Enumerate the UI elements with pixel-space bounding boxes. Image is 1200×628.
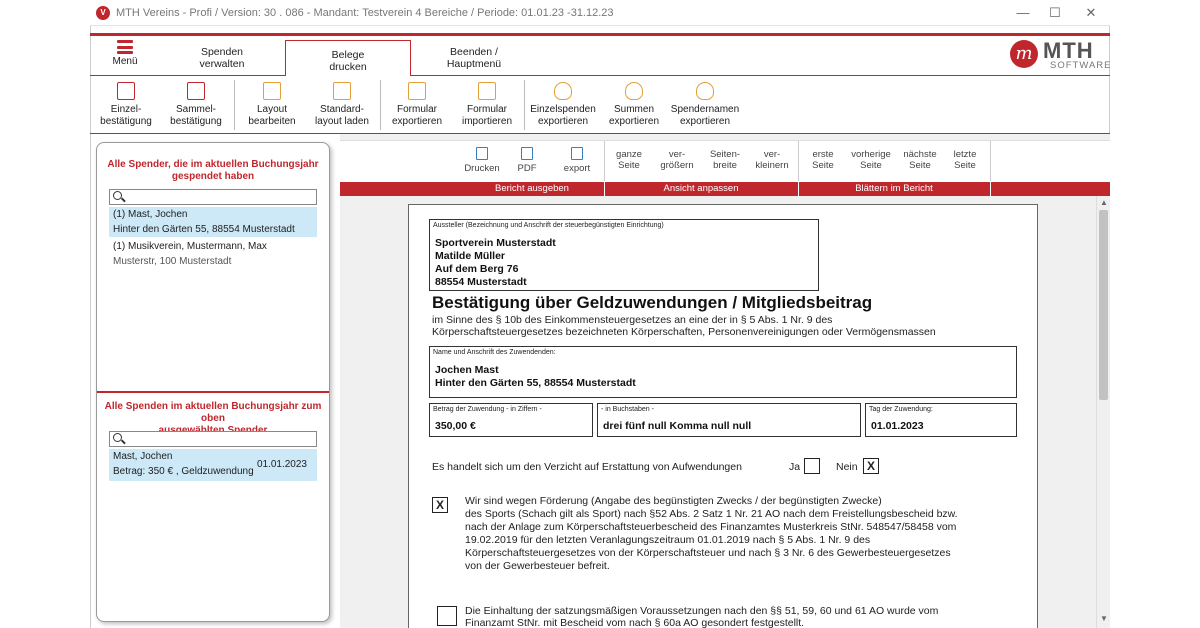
standard-layout-laden-button[interactable] — [312, 82, 372, 128]
tool-label: größern — [660, 160, 694, 171]
spendernamen-exportieren-button[interactable] — [670, 82, 740, 128]
tool-label: exportieren — [679, 116, 731, 127]
tab-label-2: Hauptmenü — [446, 58, 502, 70]
seitenbreite-button[interactable] — [706, 149, 744, 171]
panel-divider — [97, 391, 329, 393]
group-bericht-ausgeben: Bericht ausgeben — [495, 183, 569, 194]
letzte-seite-button[interactable] — [948, 149, 982, 171]
menu-button[interactable] — [100, 40, 150, 67]
group-blaettern: Blättern im Bericht — [855, 183, 933, 194]
vorherige-seite-button[interactable] — [848, 149, 894, 171]
erste-seite-button[interactable] — [806, 149, 840, 171]
maximize-button[interactable]: ☐ — [1049, 5, 1061, 20]
donations-heading-line-1: Alle Spenden im aktuellen Buchungsjahr zum oben — [104, 401, 322, 424]
printer-icon — [476, 147, 488, 160]
report-toolbar-groups — [340, 182, 1110, 196]
donor-name: (1) Mast, Jochen — [113, 209, 188, 220]
tool-label: exportieren — [608, 116, 660, 127]
tool-label: nächste — [903, 149, 937, 160]
tool-label: kleinern — [755, 160, 789, 171]
amount-words-box — [597, 403, 861, 437]
scroll-down-icon[interactable]: ▼ — [1100, 614, 1108, 623]
copy-icon — [333, 82, 351, 100]
export-icon — [571, 147, 583, 160]
toolbar-separator — [604, 141, 605, 181]
tool-label: exportieren — [537, 116, 589, 127]
vergroessern-button[interactable] — [658, 149, 696, 171]
promotion-line: Körperschaftsteuergesetzes von der Körperschaftsteuer und nach § 3 Nr. 6 des Gewerbesteuergesetzes — [465, 547, 951, 559]
title-bar — [90, 0, 1110, 26]
document-title: Bestätigung über Geldzuwendungen / Mitgliedsbeitrag — [432, 293, 873, 312]
toolbar-separator — [234, 80, 235, 130]
tab-label-1: Spenden — [200, 46, 244, 58]
toolbar-separator — [990, 141, 991, 181]
tool-label: Seite — [909, 160, 931, 171]
amount-value: 350,00 € — [435, 420, 476, 432]
tab-label-1: Beenden / — [450, 46, 498, 58]
group-ansicht-anpassen: Ansicht anpassen — [663, 183, 739, 194]
toolbar-separator — [524, 80, 525, 130]
issuer-box — [429, 219, 819, 291]
tool-label: Seiten- — [709, 149, 741, 160]
naechste-seite-button[interactable] — [898, 149, 942, 171]
donor-panel — [96, 142, 330, 622]
tool-label: Seite — [860, 160, 882, 171]
verkleinern-button[interactable] — [752, 149, 792, 171]
stamp-import-icon — [478, 82, 496, 100]
tab-label-1: Belege — [331, 49, 365, 61]
stamp-export-icon — [408, 82, 426, 100]
ja-label: Ja — [789, 461, 801, 473]
donor-list-item[interactable] — [109, 207, 317, 237]
tool-label: Seite — [954, 160, 976, 171]
tab-beenden-hauptmenue[interactable] — [430, 42, 518, 76]
tool-label: vorherige — [851, 149, 891, 160]
donation-name: Mast, Jochen — [113, 451, 173, 462]
promotion-checkbox[interactable]: X — [432, 497, 448, 513]
donor-address: Musterstr, 100 Musterstadt — [113, 256, 232, 267]
tool-label: importieren — [461, 116, 513, 127]
issuer-line: 88554 Musterstadt — [435, 276, 527, 288]
search-icon — [113, 191, 122, 200]
person-icon — [554, 82, 572, 100]
donation-detail: Betrag: 350 € , Geldzuwendung — [113, 466, 254, 477]
amount-box — [429, 403, 593, 437]
tool-label: Layout — [256, 104, 288, 115]
edit-icon — [263, 82, 281, 100]
tool-label: bearbeiten — [248, 116, 296, 127]
toolbar-separator — [380, 80, 381, 130]
layout-bearbeiten-button[interactable] — [244, 82, 300, 128]
summen-exportieren-button[interactable] — [606, 82, 662, 128]
ja-checkbox[interactable] — [804, 458, 820, 474]
tool-label: bestätigung — [100, 116, 152, 127]
donor-list-item[interactable] — [109, 239, 317, 269]
donors-heading-line-2: gespendet haben — [171, 171, 255, 182]
sammelbestaetigung-button[interactable] — [168, 82, 224, 128]
promotion-line: 19.02.2019 für den letzten Veranlagungszeitraum 01.01.2019 nach § 5 Abs. 1 Nr. 9 des — [465, 534, 871, 546]
document-subtitle-2: Körperschaftsteuergesetzes bezeichneten Körperschaften, Personenvereinigungen oder Vermögensmassen — [432, 326, 936, 338]
donations-search-input[interactable] — [109, 431, 317, 447]
tool-label: Einzel- — [110, 104, 142, 115]
vertical-scrollbar[interactable] — [1096, 196, 1110, 628]
tab-label-2: verwalten — [199, 58, 245, 70]
nein-label: Nein — [836, 461, 858, 473]
tool-label: ver- — [763, 149, 781, 160]
tool-label: letzte — [953, 149, 977, 160]
donors-heading-line-1: Alle Spender, die im aktuellen Buchungsjahr — [107, 159, 319, 170]
tool-label: Standard- — [320, 104, 364, 115]
tool-label: erste — [812, 149, 834, 160]
hamburger-icon — [117, 40, 133, 54]
tool-label: exportieren — [391, 116, 443, 127]
waiver-text: Es handelt sich um den Verzicht auf Erstattung von Aufwendungen — [432, 461, 742, 473]
report-toolbar — [340, 140, 1110, 182]
tool-label: Spendernamen — [670, 104, 740, 115]
date-box — [865, 403, 1017, 437]
donors-heading — [97, 159, 329, 183]
issuer-line: Sportverein Musterstadt — [435, 237, 556, 249]
tool-label: Einzelspenden — [530, 104, 596, 115]
promotion-line: Wir sind wegen Förderung (Angabe des begünstigten Zwecks / der begünstigten Zwecke) — [465, 495, 882, 507]
promotion-line: nach der Anlage zum Körperschaftsteuerbescheid des Finanzamtes Musterkreis StNr. 548547/58458 vom — [465, 521, 957, 533]
compliance-checkbox[interactable] — [437, 606, 457, 626]
donors-search-input[interactable] — [109, 189, 317, 205]
main-toolbar — [90, 76, 1110, 134]
app-logo-icon: V — [96, 6, 110, 20]
nein-checkbox[interactable]: X — [863, 458, 879, 474]
tool-label: ver- — [668, 149, 686, 160]
tab-belege-drucken[interactable] — [285, 40, 411, 76]
window-title: MTH Vereins - Profi / Version: 30 . 086 - Mandant: Testverein 4 Bereiche / Periode: 01.01.23 -31.12.23 — [116, 7, 614, 19]
donation-date: 01.01.2023 — [256, 459, 307, 470]
promotion-line: von der Gewerbesteuer befreit. — [465, 560, 610, 572]
brand-logo — [1010, 38, 1112, 74]
tool-label: breite — [713, 160, 737, 171]
tool-label: Formular — [466, 104, 507, 115]
einzelspenden-exportieren-button[interactable] — [530, 82, 596, 128]
brand-sub: SOFTWARE — [1050, 60, 1112, 71]
donor-caption: Name und Anschrift des Zuwendenden: — [433, 349, 556, 356]
tab-label-2: drucken — [329, 61, 367, 73]
close-button[interactable]: ✕ — [1085, 5, 1097, 20]
donation-list-item[interactable] — [109, 449, 317, 481]
formular-exportieren-button[interactable] — [388, 82, 446, 128]
compliance-line: Finanzamt StNr. mit Bescheid vom nach § 60a AO gesondert festgestellt. — [465, 617, 805, 628]
export-button[interactable] — [560, 147, 594, 174]
stack-icon — [187, 82, 205, 100]
tool-label: Seite — [812, 160, 834, 171]
amount-caption: Betrag der Zuwendung - in Ziffern - — [433, 406, 542, 413]
brand-name: MTH — [1043, 38, 1094, 63]
tool-label: PDF — [517, 163, 537, 174]
toolbar-separator — [798, 141, 799, 181]
scrollbar-thumb[interactable] — [1099, 210, 1108, 400]
tool-label: Seite — [618, 160, 640, 171]
issuer-caption: Aussteller (Bezeichnung und Anschrift der steuerbegünstigten Einrichtung) — [433, 222, 664, 229]
issuer-line: Auf dem Berg 76 — [435, 263, 519, 275]
words-caption: - in Buchstaben - — [601, 406, 654, 413]
mth-logo-icon: m — [1010, 40, 1038, 68]
date-caption: Tag der Zuwendung: — [869, 406, 933, 413]
promotion-line: des Sports (Schach gilt als Sport) nach §52 Abs. 2 Satz 1 Nr. 21 AO nach dem Freistellungsbescheid bzw. — [465, 508, 958, 520]
compliance-line: Die Einhaltung der satzungsmäßigen Voraussetzungen nach den §§ 51, 59, 60 und 61 AO wurde vom — [465, 605, 939, 617]
accent-line — [90, 33, 1110, 36]
search-icon — [113, 433, 122, 442]
tool-label: Drucken — [464, 163, 500, 174]
donor-name-value: Jochen Mast — [435, 364, 499, 376]
tool-label: layout laden — [315, 116, 369, 127]
pdf-button[interactable] — [512, 147, 542, 174]
menu-label: Menü — [112, 56, 138, 67]
einzelbestaetigung-button[interactable] — [98, 82, 154, 128]
drucken-button[interactable] — [462, 147, 502, 174]
donor-address-value: Hinter den Gärten 55, 88554 Musterstadt — [435, 377, 636, 389]
document-icon — [117, 82, 135, 100]
donor-address: Hinter den Gärten 55, 88554 Musterstadt — [113, 224, 295, 235]
persons-icon — [696, 82, 714, 100]
date-value: 01.01.2023 — [871, 420, 924, 432]
tab-spenden-verwalten[interactable] — [178, 42, 266, 76]
minimize-button[interactable]: — — [1016, 5, 1030, 20]
words-value: drei fünf null Komma null null — [603, 420, 752, 432]
tool-label: Formular — [396, 104, 437, 115]
person-icon — [625, 82, 643, 100]
tool-label: Summen — [613, 104, 654, 115]
donor-name: (1) Musikverein, Mustermann, Max — [113, 241, 267, 252]
tool-label: bestätigung — [170, 116, 222, 127]
report-page — [408, 204, 1038, 628]
tool-label: ganze — [616, 149, 642, 160]
document-subtitle-1: im Sinne des § 10b des Einkommensteuergesetzes an eine der in § 5 Abs. 1 Nr. 9 des — [432, 314, 833, 326]
tool-label: export — [563, 163, 591, 174]
group-separator — [990, 182, 991, 196]
scroll-up-icon[interactable]: ▲ — [1100, 198, 1108, 207]
pdf-icon — [521, 147, 533, 160]
formular-importieren-button[interactable] — [458, 82, 516, 128]
tool-label: Sammel- — [175, 104, 216, 115]
issuer-line: Matilde Müller — [435, 250, 506, 262]
ganze-seite-button[interactable] — [610, 149, 648, 171]
donor-box — [429, 346, 1017, 398]
